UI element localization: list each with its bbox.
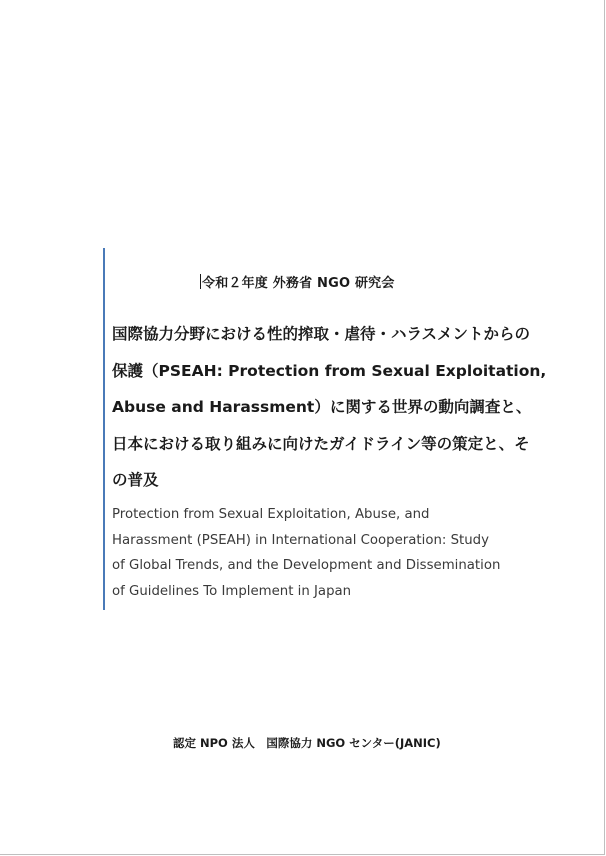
japanese-title-line: Abuse and Harassment）に関する世界の動向調査と、 [112,398,532,416]
english-title-line: Protection from Sexual Exploitation, Abuse, and [112,507,430,522]
english-title-line: of Global Trends, and the Development and Dissemination [112,558,501,573]
english-title [112,502,502,604]
japanese-title [112,316,547,499]
publisher-name: 認定 NPO 法人 国際協力 NGO センター(JANIC) [173,736,441,750]
japanese-title-line: の普及 [112,471,159,489]
report-subtitle [200,272,395,291]
text-cursor [200,274,201,289]
report-subtitle-text: 令和２年度 外務省 NGO 研究会 [202,276,395,291]
japanese-title-line: 国際協力分野における性的搾取・虐待・ハラスメントからの [112,325,531,343]
japanese-title-line: 日本における取り組みに向けたガイドライン等の策定と、そ [112,434,530,453]
japanese-title-line: 保護（PSEAH: Protection from Sexual Exploitation, [112,361,547,380]
english-title-line: of Guidelines To Implement in Japan [112,583,352,599]
title-accent-bar [103,248,105,610]
english-title-line: Harassment (PSEAH) in International Cooperation: Study [112,532,489,548]
